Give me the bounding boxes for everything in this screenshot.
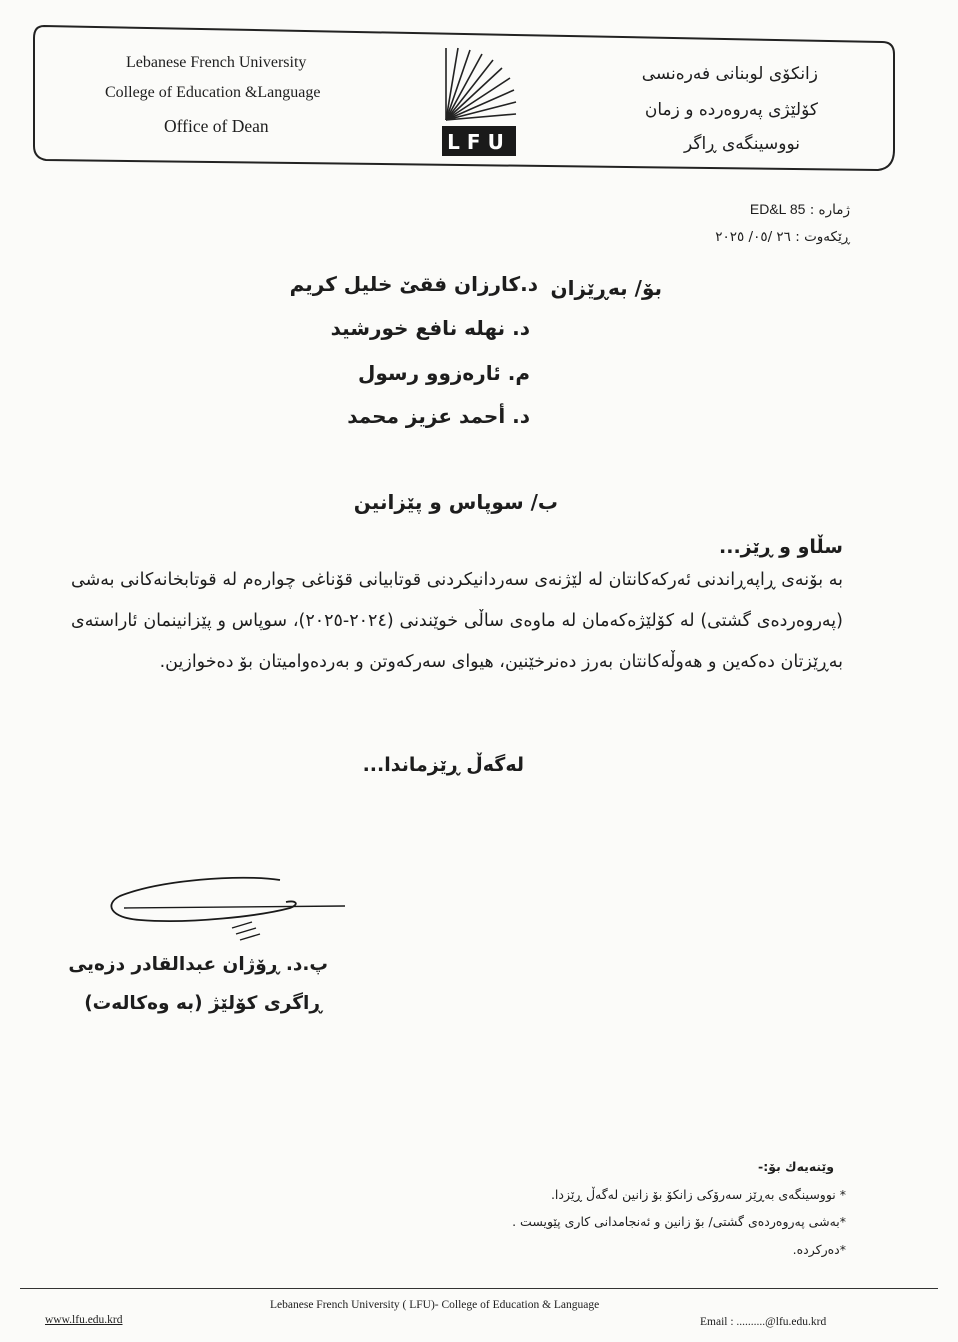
signatory-title: ڕاگری كۆلێژ (بە وەكالەت) [84, 993, 322, 1014]
reference-number-label: ژمارە : [809, 202, 850, 218]
recipient-name: د.كارزان فقێ خلیل كریم [289, 272, 538, 296]
cc-item: * نووسینگەی بەڕێز سەرۆكی زانكۆ بۆ زانین لەگەڵ ڕێزدا. [550, 1187, 846, 1202]
header-college-ku: كۆلێژی پەروەردە و زمان [644, 100, 818, 120]
signature-mark [100, 870, 360, 950]
body-paragraph: بە بۆنەی ڕاپەڕاندنی ئەركەكانتان لە لێژنەی سەردانیكردنی قوتابیانی قۆناغی چوارەم لە قوتابخانەكانی بەشی (پەروەردەی گشتی) لە كۆلێژەكەمان لە ماوەی ساڵی خوێندنی (٢٠٢٤-٢٠٢٥)، سوپاس و پێزانینمان ئاراستەی بەڕێزتان دەكەین و هەوڵەكانتان بەرز دەنرخێنین، هیوای سەركەوتن و بەردەوامیتان بۆ دەخوازین. [71, 570, 844, 672]
cc-item: *بەشی پەروەردەی گشتی/ بۆ زانین و ئەنجامدانی كاری پێویست . [512, 1214, 846, 1229]
header-university-ku: زانكۆی لوبنانی فەرەنسی [641, 64, 818, 84]
closing-line: لەگەڵ ڕێزماندا... [362, 754, 524, 776]
reference-date [715, 229, 850, 245]
reference-number [750, 201, 850, 218]
footer-center-text: Lebanese French University ( LFU)- College of Education & Language [270, 1299, 600, 1311]
recipient-name: د. نهلە نافع خورشید [330, 316, 530, 340]
footer-email: Email : ..........@lfu.edu.krd [700, 1316, 827, 1328]
header-college-en: College of Education &Language [105, 84, 321, 101]
logo-text: LFU [447, 130, 511, 154]
recipient-name: م. ئارەزوو رسول [358, 361, 530, 385]
subject-line: ب/ سوپاس و پێزانین [353, 490, 558, 514]
signatory-name: پ.د. ڕۆژان عبدالقادر دزەیی [68, 954, 328, 975]
cc-item: *دەركردە. [792, 1242, 846, 1257]
lfu-logo [438, 42, 518, 158]
reference-number-value: ED&L 85 [749, 201, 806, 217]
reference-date-value: ٢٦ /٠٥/ ٢٠٢٥ [715, 229, 791, 245]
greeting: سڵاو و ڕێز... [719, 536, 843, 558]
recipient-name: د. أحمد عزیز محمد [347, 404, 530, 428]
footer-divider [20, 1288, 938, 1289]
header-university-en: Lebanese French University [126, 54, 307, 71]
header-office-ku: نووسینگەی ڕاگر [683, 134, 800, 154]
header-office-en: Office of Dean [164, 116, 269, 136]
reference-date-label: ڕێكەوت : [795, 229, 850, 245]
to-label: بۆ/ بەڕێزان [550, 276, 662, 300]
footer-website-link[interactable]: www.lfu.edu.krd [45, 1314, 123, 1326]
cc-heading: وێنەیەك بۆ:- [758, 1159, 834, 1174]
